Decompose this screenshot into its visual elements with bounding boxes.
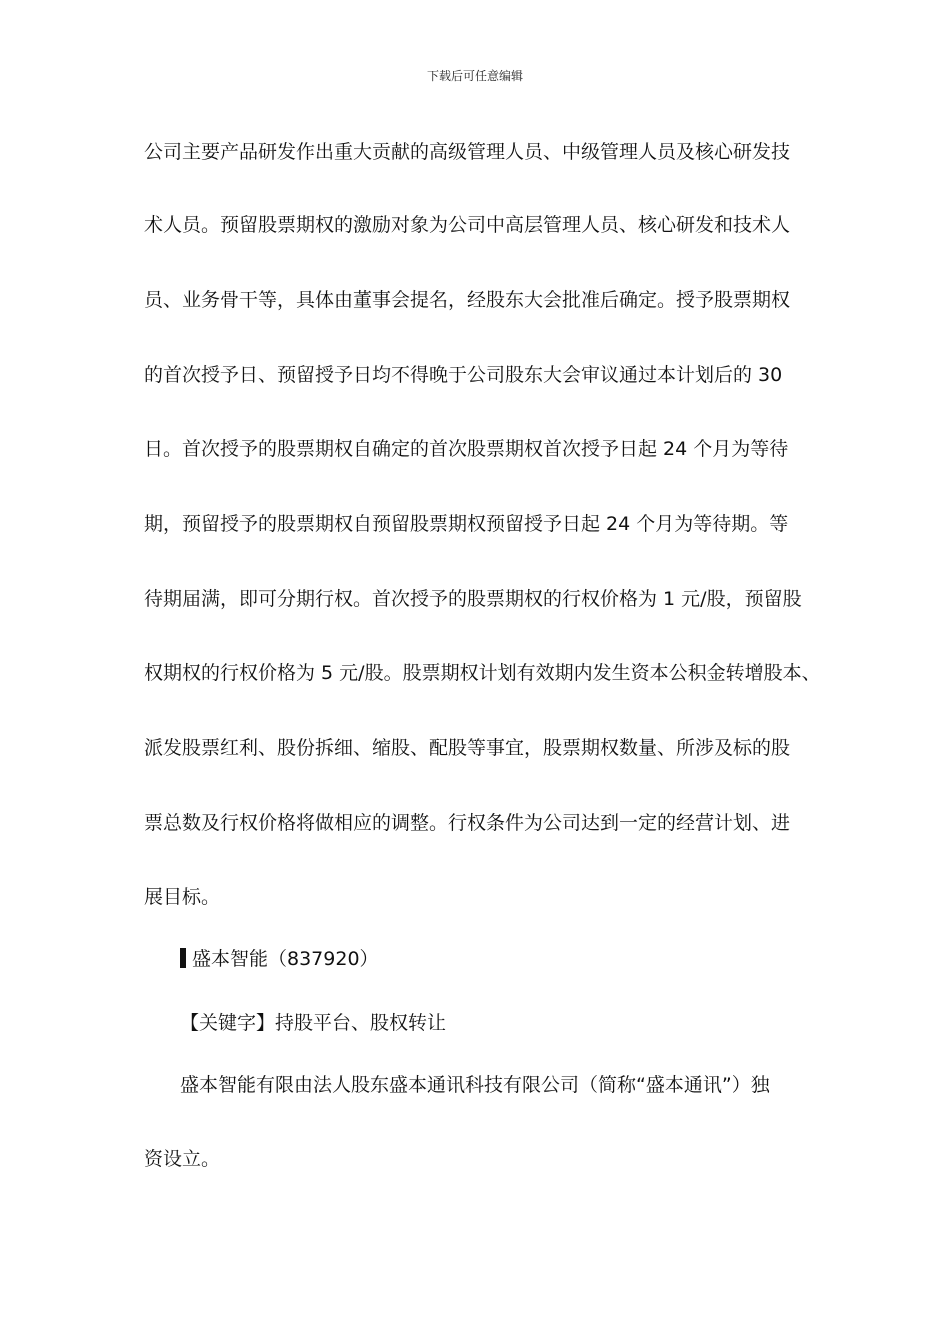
body-line: 日。首次授予的股票期权自确定的首次股票期权首次授予日起 24 个月为等待 bbox=[144, 438, 789, 460]
body-line: 的首次授予日、预留授予日均不得晚于公司股东大会审议通过本计划后的 30 bbox=[144, 364, 783, 386]
body-line: 展目标。 bbox=[144, 886, 221, 908]
body-line: 术人员。预留股票期权的激励对象为公司中高层管理人员、核心研发和技术人 bbox=[144, 214, 791, 236]
body-line: 公司主要产品研发作出重大贡献的高级管理人员、中级管理人员及核心研发技 bbox=[144, 141, 791, 163]
keywords-line: 【关键字】持股平台、股权转让 bbox=[180, 1012, 447, 1034]
body-line: 票总数及行权价格将做相应的调整。行权条件为公司达到一定的经营计划、进 bbox=[144, 812, 791, 834]
body-line: 员、业务骨干等，具体由董事会提名，经股东大会批准后确定。授予股票期权 bbox=[144, 289, 791, 311]
section-heading bbox=[180, 946, 860, 972]
body-line: 期，预留授予的股票期权自预留股票期权预留授予日起 24 个月为等待期。等 bbox=[144, 513, 789, 535]
body-line: 权期权的行权价格为 5 元/股。股票期权计划有效期内发生资本公积金转增股本、 bbox=[144, 662, 821, 684]
body-line: 派发股票红利、股份拆细、缩股、配股等事宜，股票期权数量、所涉及标的股 bbox=[144, 737, 791, 759]
section-title: 盛本智能（837920） bbox=[192, 948, 379, 970]
body-line: 待期届满，即可分期行权。首次授予的股票期权的行权价格为 1 元/股，预留股 bbox=[144, 588, 802, 610]
body-line: 盛本智能有限由法人股东盛本通讯科技有限公司（简称“盛本通讯”）独 bbox=[180, 1074, 770, 1096]
page-header: 下载后可任意编辑 bbox=[426, 69, 523, 83]
body-line: 资设立。 bbox=[144, 1148, 221, 1170]
section-marker-icon bbox=[180, 948, 186, 968]
